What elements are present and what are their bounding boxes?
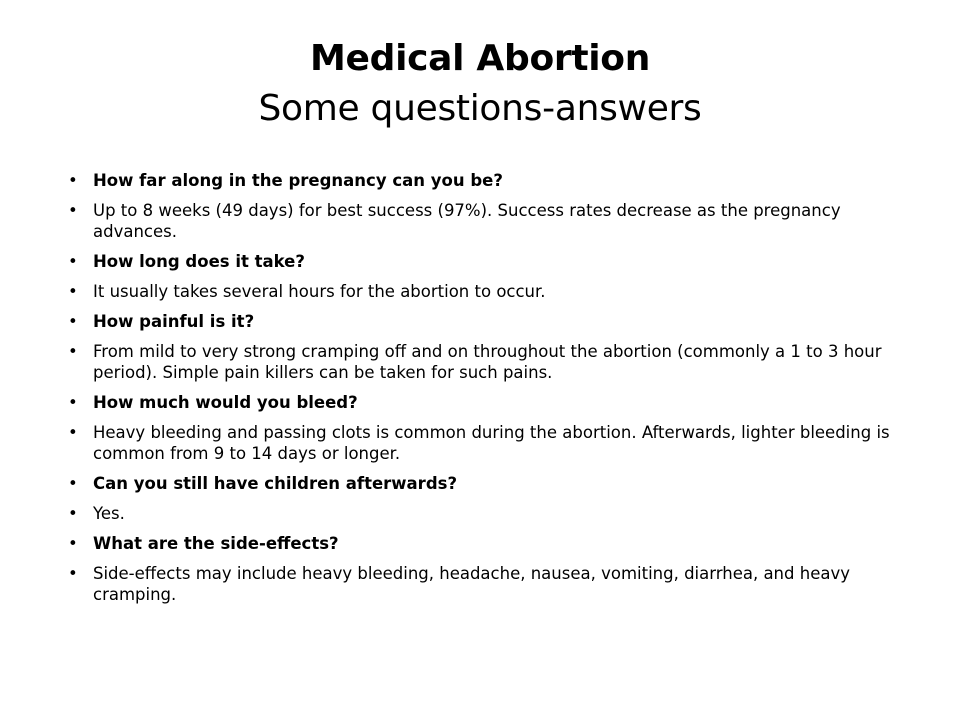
bullet-dot-icon: • <box>68 312 78 331</box>
bullet-item-question <box>68 473 910 494</box>
bullet-item-answer <box>68 281 910 302</box>
bullet-item-question <box>68 170 910 191</box>
bullet-text: How long does it take? <box>93 252 305 271</box>
bullet-text: Heavy bleeding and passing clots is common during the abortion. Afterwards, lighter bleeding is common from 9 to 14 days or longer. <box>93 423 890 463</box>
bullet-text: Up to 8 weeks (49 days) for best success (97%). Success rates decrease as the pregnancy advances. <box>93 201 841 241</box>
bullet-list <box>68 170 910 614</box>
bullet-text: It usually takes several hours for the abortion to occur. <box>93 282 546 301</box>
bullet-text: Can you still have children afterwards? <box>93 474 458 493</box>
bullet-text: From mild to very strong cramping off and on throughout the abortion (commonly a 1 to 3 hour period). Simple pain killers can be taken for such pains. <box>93 342 882 382</box>
bullet-dot-icon: • <box>68 564 78 583</box>
bullet-item-answer <box>68 503 910 524</box>
bullet-item-question <box>68 251 910 272</box>
bullet-text: How far along in the pregnancy can you be? <box>93 171 503 190</box>
bullet-dot-icon: • <box>68 171 78 190</box>
bullet-item-answer <box>68 563 910 605</box>
bullet-dot-icon: • <box>68 474 78 493</box>
bullet-text: How painful is it? <box>93 312 255 331</box>
bullet-dot-icon: • <box>68 342 78 361</box>
bullet-dot-icon: • <box>68 252 78 271</box>
bullet-item-answer <box>68 341 910 383</box>
bullet-dot-icon: • <box>68 504 78 523</box>
bullet-dot-icon: • <box>68 201 78 220</box>
slide-title: Medical Abortion <box>309 38 651 79</box>
bullet-text: How much would you bleed? <box>93 393 358 412</box>
bullet-text: What are the side-effects? <box>93 534 339 553</box>
bullet-dot-icon: • <box>68 423 78 442</box>
bullet-item-answer <box>68 200 910 242</box>
slide-subtitle: Some questions-answers <box>258 88 702 129</box>
bullet-dot-icon: • <box>68 534 78 553</box>
bullet-text: Side-effects may include heavy bleeding, headache, nausea, vomiting, diarrhea, and heavy cramping. <box>93 564 850 604</box>
slide-title-block <box>60 34 900 134</box>
bullet-item-answer <box>68 422 910 464</box>
bullet-item-question <box>68 533 910 554</box>
bullet-item-question <box>68 392 910 413</box>
bullet-dot-icon: • <box>68 282 78 301</box>
bullet-item-question <box>68 311 910 332</box>
bullet-text: Yes. <box>93 504 125 523</box>
bullet-dot-icon: • <box>68 393 78 412</box>
